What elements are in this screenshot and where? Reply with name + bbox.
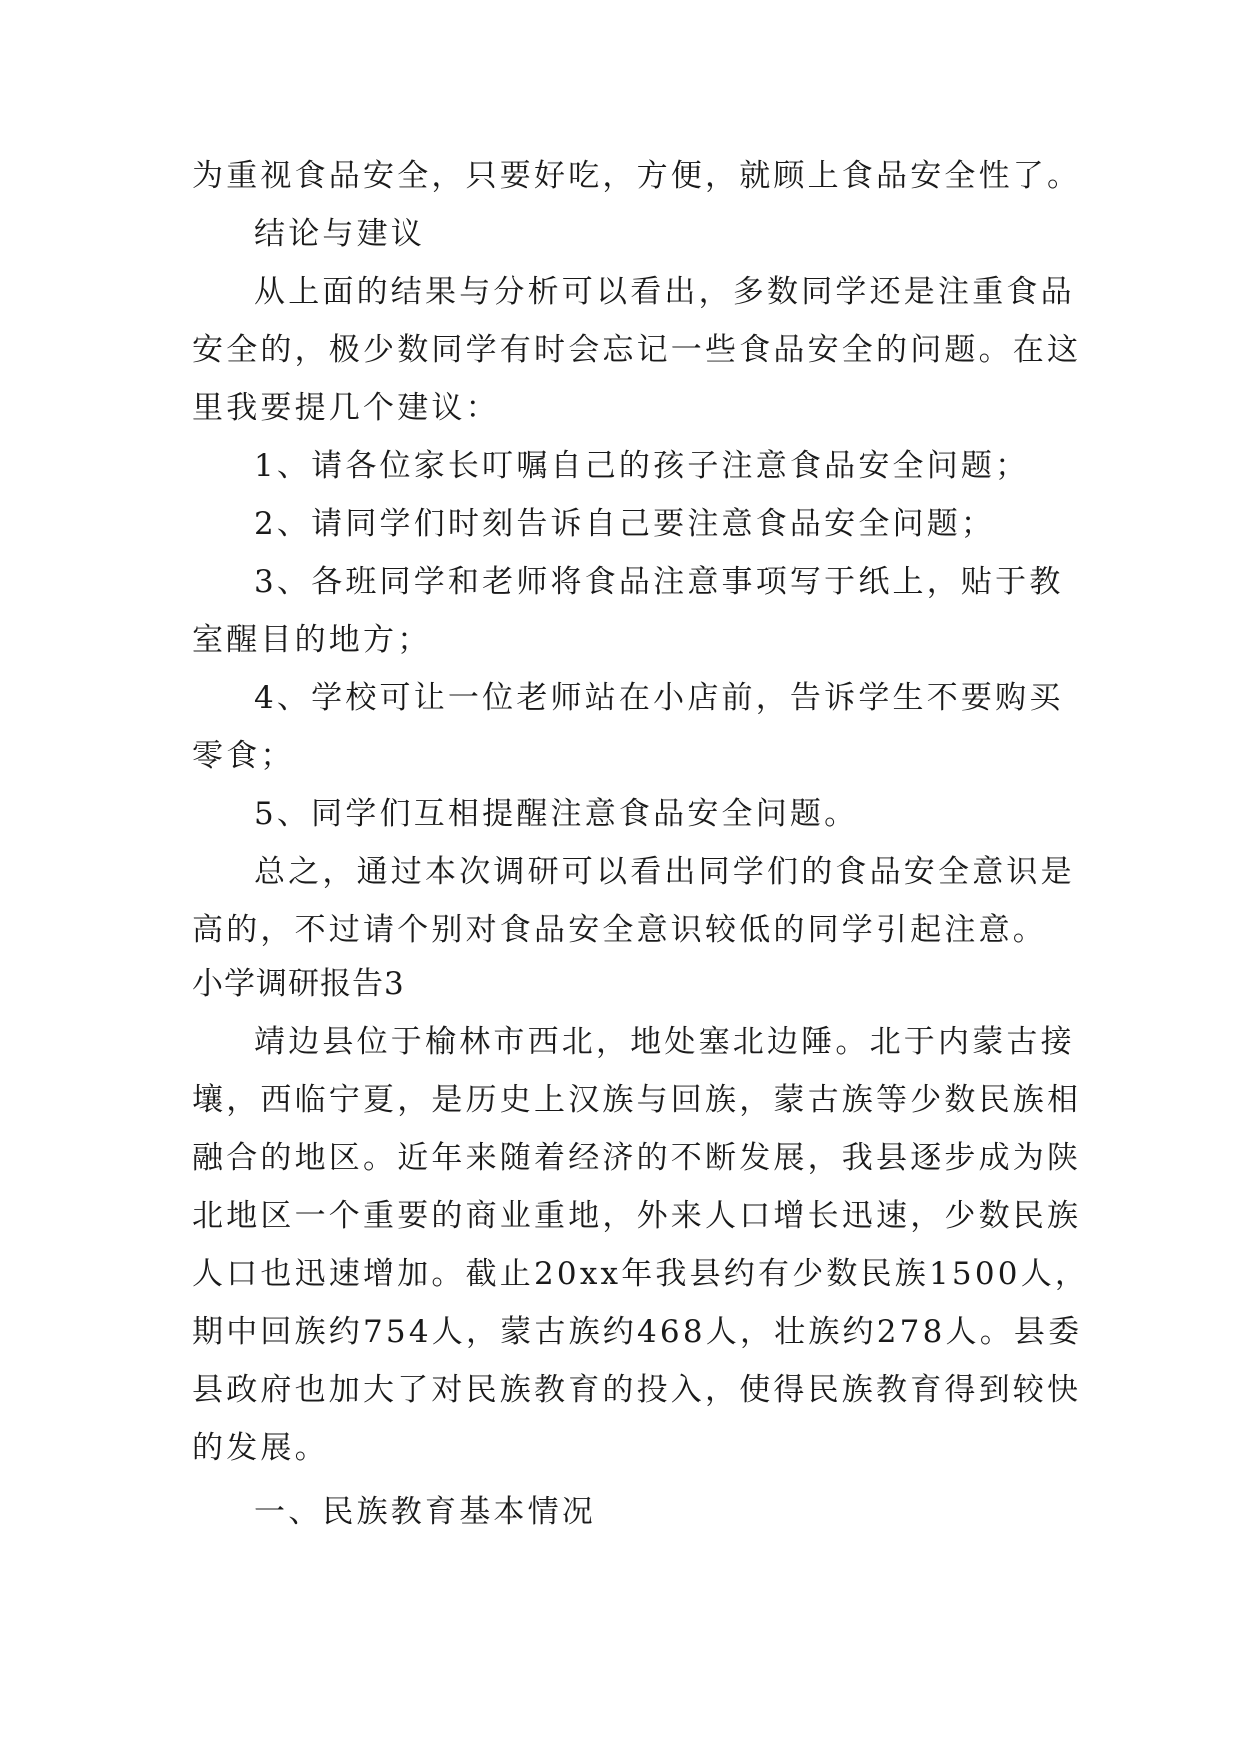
text-line: 融合的地区。近年来随着经济的不断发展，我县逐步成为陕 bbox=[192, 1140, 1082, 1176]
text-line: 从上面的结果与分析可以看出，多数同学还是注重食品 bbox=[254, 274, 1075, 310]
section-heading: 小学调研报告3 bbox=[192, 966, 405, 1002]
text-line: 县政府也加大了对民族教育的投入，使得民族教育得到较快 bbox=[192, 1372, 1082, 1408]
text-line: 5、同学们互相提醒注意食品安全问题。 bbox=[254, 796, 859, 832]
text-line: 高的，不过请个别对食品安全意识较低的同学引起注意。 bbox=[192, 912, 1047, 948]
text-line: 为重视食品安全，只要好吃，方便，就顾上食品安全性了。 bbox=[192, 158, 1082, 194]
text-line: 零食； bbox=[192, 738, 295, 774]
text-line: 室醒目的地方； bbox=[192, 622, 432, 658]
text-line: 的发展。 bbox=[192, 1430, 329, 1466]
text-line: 4、学校可让一位老师站在小店前，告诉学生不要购买 bbox=[254, 680, 1064, 716]
text-line: 安全的，极少数同学有时会忘记一些食品安全的问题。在这 bbox=[192, 332, 1082, 368]
text-line: 靖边县位于榆林市西北，地处塞北边陲。北于内蒙古接 bbox=[254, 1024, 1075, 1060]
text-line: 结论与建议 bbox=[254, 216, 425, 252]
text-line: 总之，通过本次调研可以看出同学们的食品安全意识是 bbox=[254, 854, 1075, 890]
text-line: 北地区一个重要的商业重地，外来人口增长迅速，少数民族 bbox=[192, 1198, 1082, 1234]
text-line: 期中回族约754人，蒙古族约468人，壮族约278人。县委 bbox=[192, 1314, 1083, 1350]
text-line: 壤，西临宁夏，是历史上汉族与回族，蒙古族等少数民族相 bbox=[192, 1082, 1082, 1118]
text-line: 1、请各位家长叮嘱自己的孩子注意食品安全问题； bbox=[254, 448, 1030, 484]
text-line: 2、请同学们时刻告诉自己要注意食品安全问题； bbox=[254, 506, 996, 542]
text-line: 一、民族教育基本情况 bbox=[254, 1494, 596, 1530]
text-line: 里我要提几个建议： bbox=[192, 390, 500, 426]
text-line: 3、各班同学和老师将食品注意事项写于纸上，贴于教 bbox=[254, 564, 1064, 600]
text-line: 人口也迅速增加。截止20xx年我县约有少数民族1500人， bbox=[192, 1256, 1090, 1292]
